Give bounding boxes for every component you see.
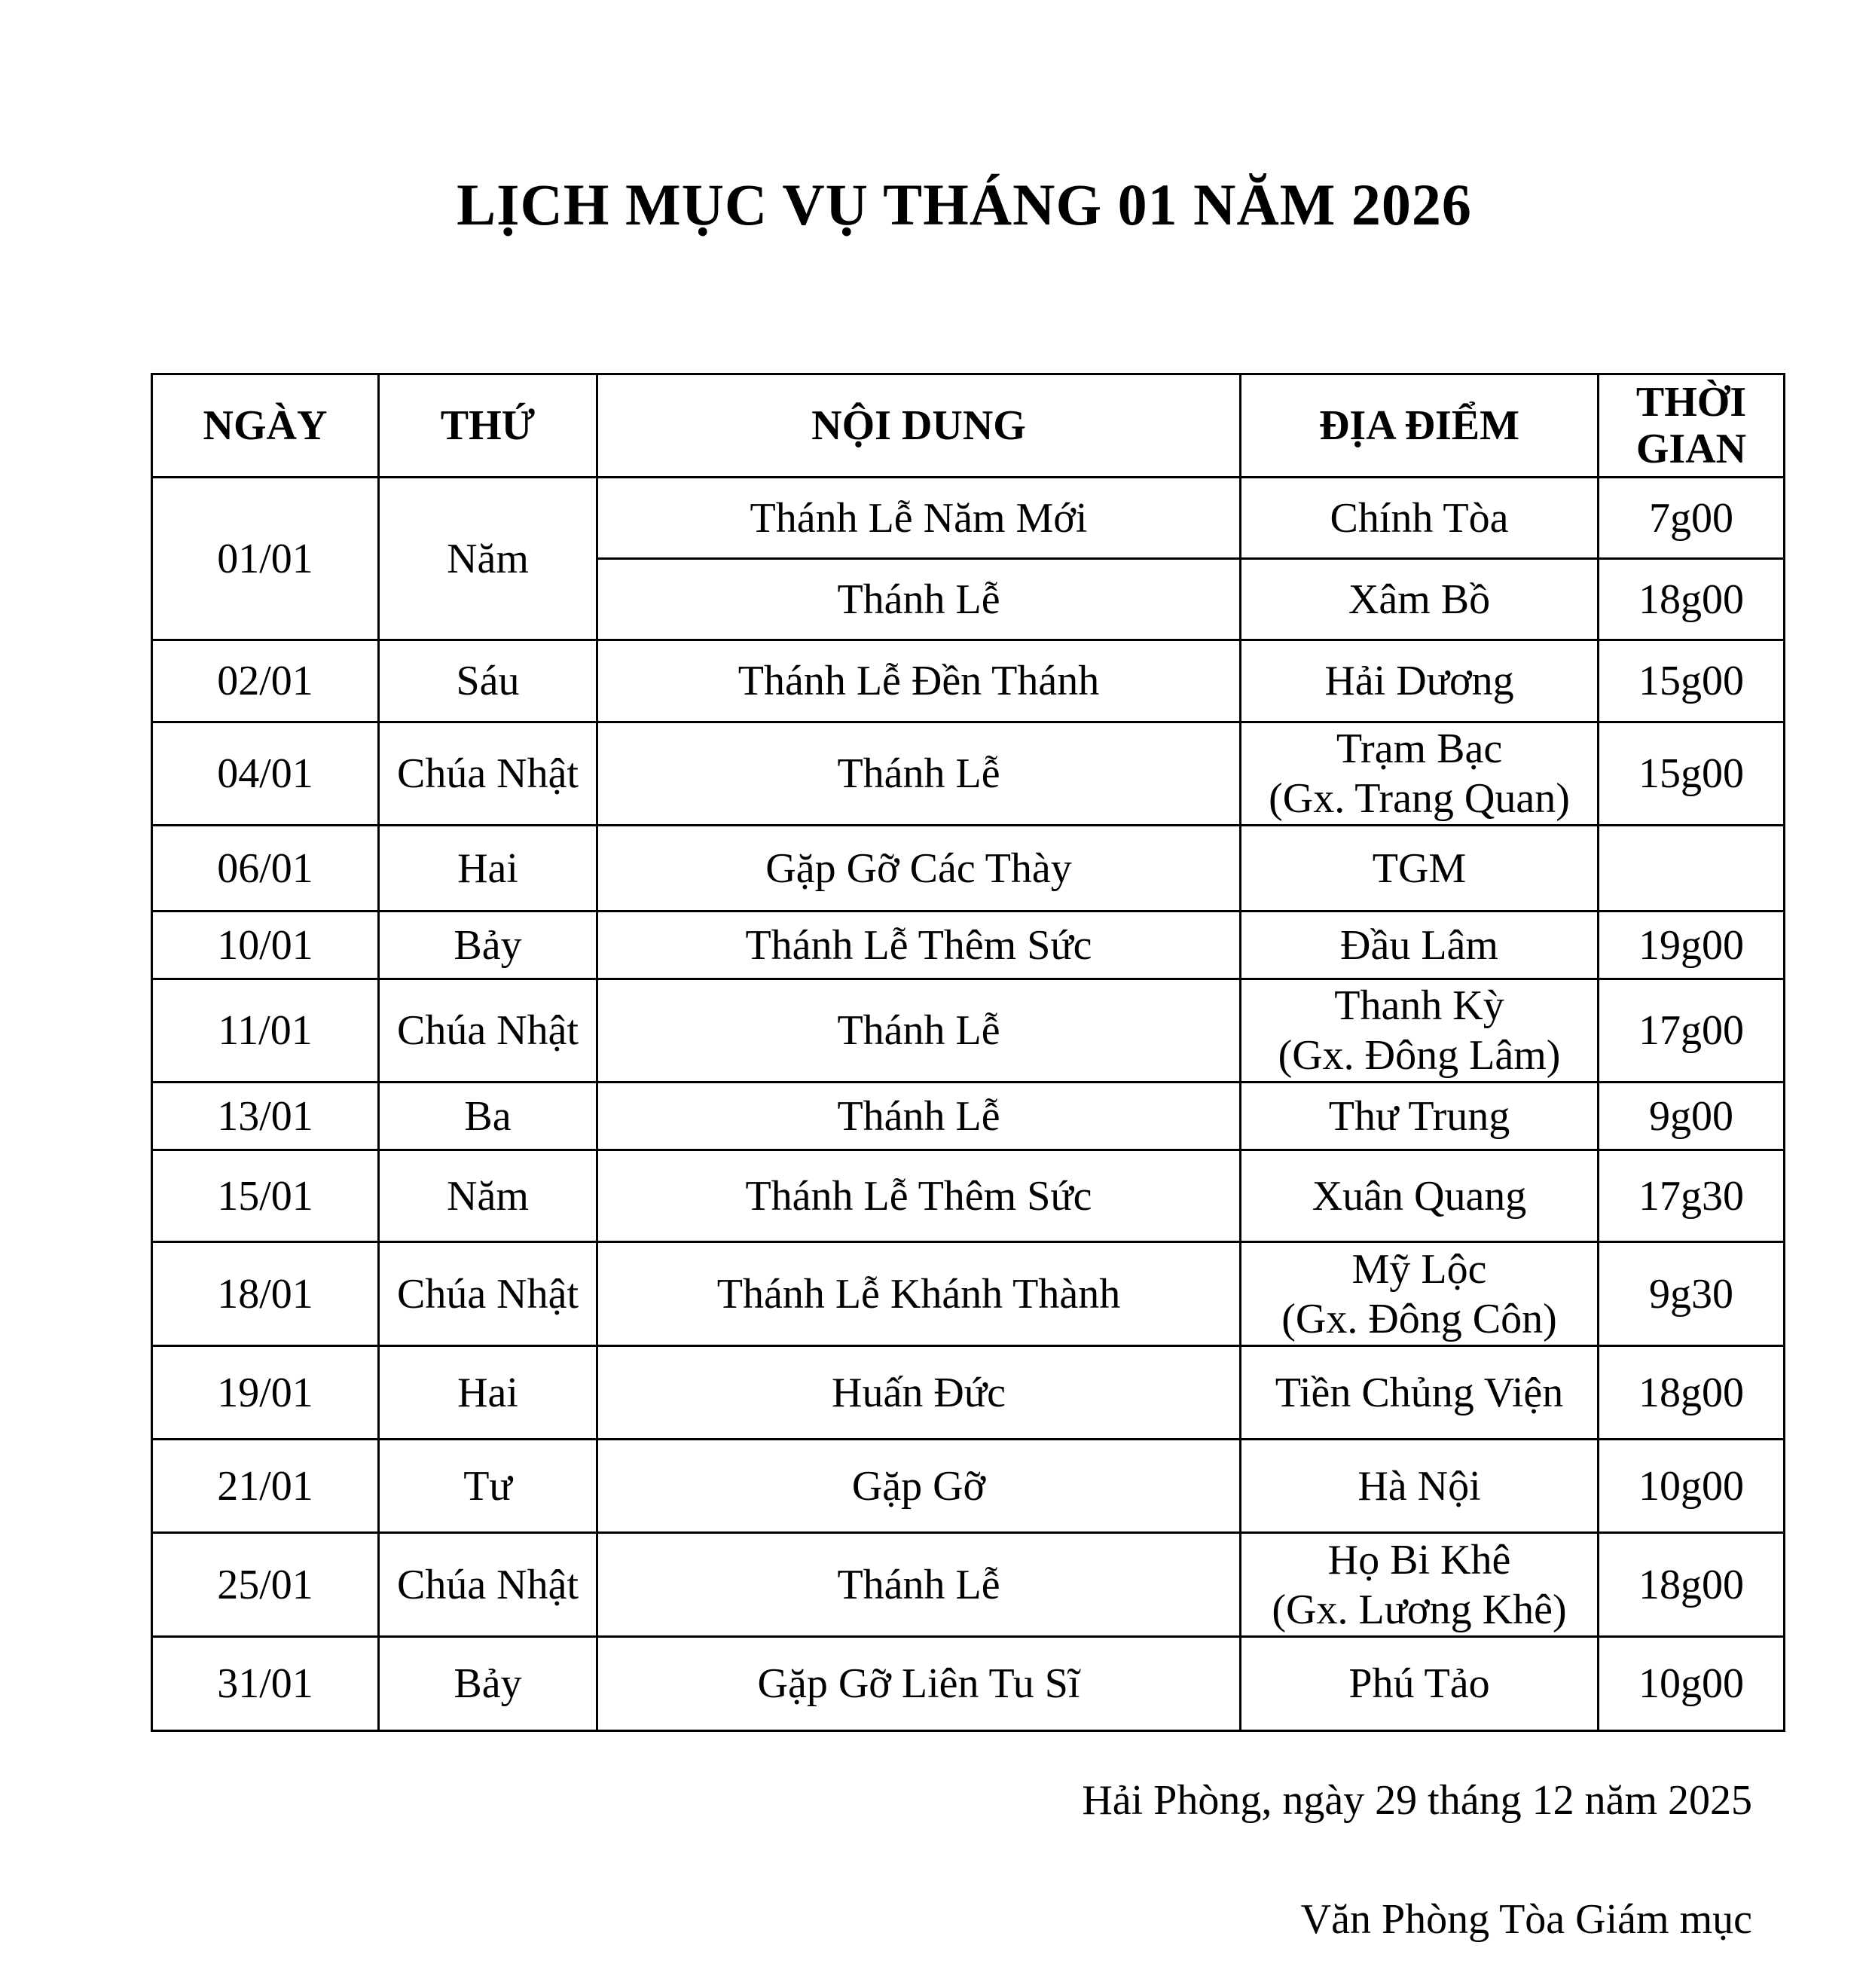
- table-row: [152, 640, 1785, 722]
- cell-date: 13/01: [152, 1083, 379, 1150]
- header-weekday: THỨ: [379, 374, 597, 478]
- cell-place-line1: Mỹ Lộc: [1351, 1245, 1487, 1293]
- footer-date-line: Hải Phòng, ngày 29 tháng 12 năm 2025: [1082, 1777, 1752, 1824]
- cell-weekday: Hai: [379, 826, 597, 912]
- table-row: [152, 826, 1785, 912]
- cell-content: Gặp Gỡ Liên Tu Sĩ: [597, 1637, 1241, 1731]
- cell-date: 02/01: [152, 640, 379, 722]
- cell-time: 10g00: [1599, 1440, 1785, 1533]
- cell-date: 06/01: [152, 826, 379, 912]
- cell-date: 25/01: [152, 1533, 379, 1637]
- cell-place-line1: Thanh Kỳ: [1334, 982, 1504, 1029]
- cell-weekday: Sáu: [379, 640, 597, 722]
- cell-place: [1241, 979, 1599, 1083]
- cell-place: Phú Tảo: [1241, 1637, 1599, 1731]
- cell-time: 17g30: [1599, 1150, 1785, 1242]
- cell-content: Thánh Lễ Đền Thánh: [597, 640, 1241, 722]
- header-content: NỘI DUNG: [597, 374, 1241, 478]
- header-time-line2: GIAN: [1635, 426, 1747, 472]
- table-row: [152, 722, 1785, 826]
- cell-time: 18g00: [1599, 1533, 1785, 1637]
- cell-weekday: Chúa Nhật: [379, 1242, 597, 1346]
- cell-place-line1: Họ Bi Khê: [1327, 1536, 1511, 1583]
- cell-weekday: Chúa Nhật: [379, 722, 597, 826]
- cell-content: Huấn Đức: [597, 1346, 1241, 1440]
- cell-place: Thư Trung: [1241, 1083, 1599, 1150]
- cell-time: 18g00: [1599, 1346, 1785, 1440]
- cell-time: 15g00: [1599, 640, 1785, 722]
- cell-time: 7g00: [1599, 478, 1785, 559]
- cell-date: 21/01: [152, 1440, 379, 1533]
- cell-content: Thánh Lễ Thêm Sức: [597, 912, 1241, 979]
- cell-content: Thánh Lễ: [597, 1083, 1241, 1150]
- table-row: [152, 1533, 1785, 1637]
- cell-date: 11/01: [152, 979, 379, 1083]
- cell-content: Thánh Lễ: [597, 979, 1241, 1083]
- table-row: [152, 1083, 1785, 1150]
- cell-weekday: Bảy: [379, 912, 597, 979]
- cell-place: Xâm Bồ: [1241, 559, 1599, 640]
- cell-weekday: Năm: [379, 478, 597, 640]
- cell-content: Thánh Lễ: [597, 722, 1241, 826]
- cell-time: 19g00: [1599, 912, 1785, 979]
- table-row: [152, 1150, 1785, 1242]
- table-header-row: [152, 374, 1785, 478]
- cell-content: Gặp Gỡ: [597, 1440, 1241, 1533]
- header-time-line1: THỜI: [1635, 379, 1747, 426]
- table-row: [152, 1242, 1785, 1346]
- cell-content: Gặp Gỡ Các Thày: [597, 826, 1241, 912]
- header-place: ĐỊA ĐIỂM: [1241, 374, 1599, 478]
- cell-date: 19/01: [152, 1346, 379, 1440]
- cell-date: 04/01: [152, 722, 379, 826]
- cell-content: Thánh Lễ: [597, 1533, 1241, 1637]
- cell-weekday: Ba: [379, 1083, 597, 1150]
- cell-place-line1: Trạm Bạc: [1336, 725, 1503, 772]
- cell-place: [1241, 1242, 1599, 1346]
- cell-place: Xuân Quang: [1241, 1150, 1599, 1242]
- cell-weekday: Hai: [379, 1346, 597, 1440]
- cell-time: 9g30: [1599, 1242, 1785, 1346]
- cell-content: Thánh Lễ: [597, 559, 1241, 640]
- cell-place: Hải Dương: [1241, 640, 1599, 722]
- cell-weekday: Chúa Nhật: [379, 1533, 597, 1637]
- cell-place-line2: (Gx. Đông Côn): [1281, 1295, 1557, 1342]
- header-time: [1599, 374, 1785, 478]
- cell-place: TGM: [1241, 826, 1599, 912]
- page-title: LỊCH MỤC VỤ THÁNG 01 NĂM 2026: [457, 172, 1472, 237]
- cell-time: 15g00: [1599, 722, 1785, 826]
- cell-place: Hà Nội: [1241, 1440, 1599, 1533]
- cell-time: [1599, 826, 1785, 912]
- cell-place: Đầu Lâm: [1241, 912, 1599, 979]
- cell-place-line2: (Gx. Lương Khê): [1272, 1586, 1567, 1633]
- cell-content: Thánh Lễ Thêm Sức: [597, 1150, 1241, 1242]
- cell-time: 17g00: [1599, 979, 1785, 1083]
- cell-date: 10/01: [152, 912, 379, 979]
- header-date: NGÀY: [152, 374, 379, 478]
- cell-time: 10g00: [1599, 1637, 1785, 1731]
- cell-place: [1241, 722, 1599, 826]
- cell-place-line2: (Gx. Trang Quan): [1269, 775, 1570, 822]
- cell-weekday: Năm: [379, 1150, 597, 1242]
- cell-weekday: Bảy: [379, 1637, 597, 1731]
- footer-office-signature: Văn Phòng Tòa Giám mục: [1300, 1896, 1752, 1943]
- table-row: [152, 1637, 1785, 1731]
- table-row: [152, 1346, 1785, 1440]
- cell-date: 15/01: [152, 1150, 379, 1242]
- table-row: [152, 979, 1785, 1083]
- table-row: [152, 912, 1785, 979]
- table-row: [152, 1440, 1785, 1533]
- cell-time: 18g00: [1599, 559, 1785, 640]
- cell-date: 18/01: [152, 1242, 379, 1346]
- cell-date: 01/01: [152, 478, 379, 640]
- cell-content: Thánh Lễ Khánh Thành: [597, 1242, 1241, 1346]
- cell-time: 9g00: [1599, 1083, 1785, 1150]
- cell-date: 31/01: [152, 1637, 379, 1731]
- cell-place: Chính Tòa: [1241, 478, 1599, 559]
- schedule-table: [151, 373, 1785, 1732]
- table-row: [152, 478, 1785, 559]
- cell-place: Tiền Chủng Viện: [1241, 1346, 1599, 1440]
- cell-place: [1241, 1533, 1599, 1637]
- cell-content: Thánh Lễ Năm Mới: [597, 478, 1241, 559]
- cell-weekday: Tư: [379, 1440, 597, 1533]
- cell-weekday: Chúa Nhật: [379, 979, 597, 1083]
- cell-place-line2: (Gx. Đông Lâm): [1278, 1032, 1561, 1079]
